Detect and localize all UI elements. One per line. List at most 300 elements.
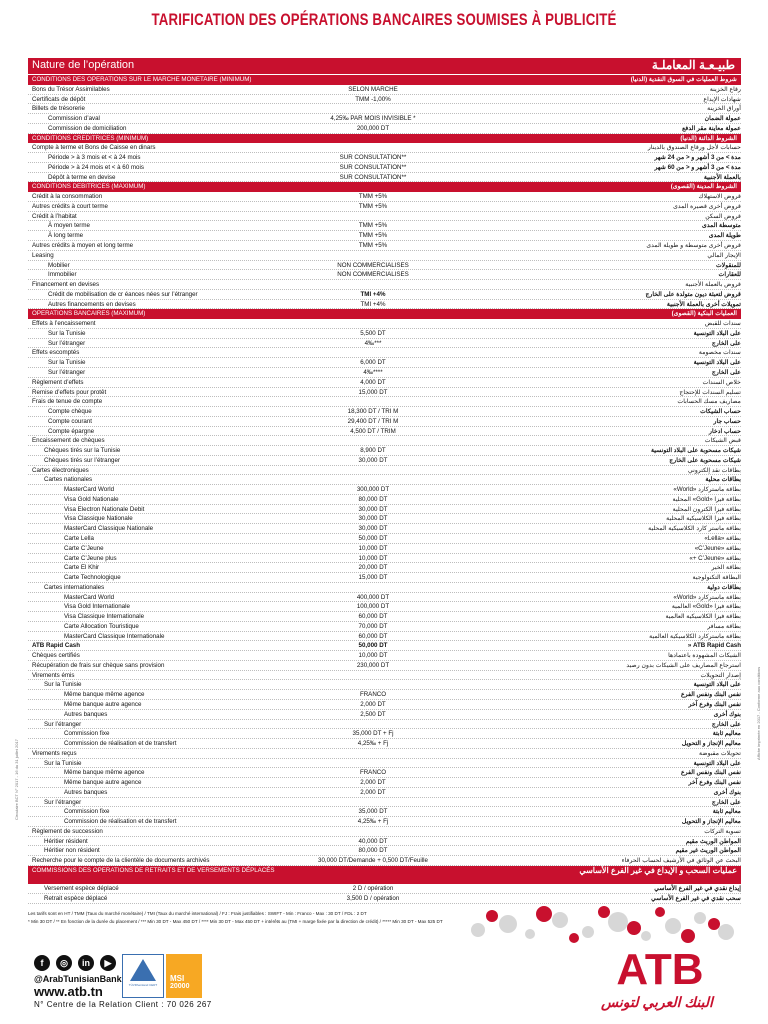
row-label-fr: Certificats de dépôt [32,95,86,103]
table-row [28,495,741,505]
row-label-fr: Cartes internationales [44,583,105,591]
row-label-fr: Même banque même agence [64,691,145,699]
row-label-ar: معاليم الإنجاز و التحويل [681,740,741,748]
row-value: 40,000 DT [358,837,388,845]
row-label-ar: سحب نقدي في غير الفرع الأساسي [651,895,741,903]
row-label-fr: Compte chèque [48,408,92,416]
row-label-ar: إيداع نقدي في غير الفرع الأساسي [654,885,741,893]
table-row [28,212,741,222]
row-label-ar: بطاقة الخير [711,564,741,572]
instagram-icon[interactable]: ◎ [56,955,72,971]
row-label-ar: حساب ادخار [709,427,741,435]
row-label-ar: الشروط المدينة (القصوى) [670,183,737,191]
row-label-ar: تسوية التركات [704,827,741,835]
table-row [28,358,741,368]
table-row [28,427,741,437]
row-label-ar: سندات مخصومة [698,349,741,357]
row-label-ar: تحويلات مقبوضة [699,749,741,757]
row-value: 15,000 DT [358,574,388,582]
row-value: 4,500 DT / TRIM [350,427,396,435]
row-value: 4,000 DT [360,378,386,386]
msi-label: MSI [170,974,185,983]
row-value: 29,400 DT / TRI M [347,417,399,425]
row-label-fr: Visa Classique Internationale [64,613,145,621]
row-value: 200,000 DT [356,124,390,132]
row-label-fr: Sur l’étranger [48,368,86,376]
row-label-ar: بنوك أخرى [713,710,741,718]
row-label-ar: إصدار التحويلات [700,671,741,679]
row-value: 10,000 DT [358,544,388,552]
row-label-fr: CONDITIONS DES OPERATIONS SUR LE MARCHE MONETAIRE (MINIMUM) [32,76,252,83]
row-label-fr: Commission de réalisation et de transfert [64,818,177,826]
table-row [28,700,741,710]
row-label-fr: Virements émis [32,671,75,679]
row-label-fr: Immobilier [48,271,77,279]
row-label-fr: Règlement de succession [32,827,103,835]
table-row [28,856,741,866]
table-row [28,192,741,202]
table-row [28,85,741,95]
row-label-ar: للمنقولات [715,261,741,269]
row-label-fr: Sur la Tunisie [44,759,82,767]
table-row [28,300,741,310]
footnote-line-2: * Min 30 DT / ** En fonction de la durée du placement / *** Min 30 DT - Max 450 DT / **** Min 30 DT - Max 450 DT + intérêts au (TMI + marge fixée par la direction de crédit) / ***** Min 30 DT - Max 525 DT [28,919,443,924]
section-header [28,309,741,319]
row-label-fr: Encaissement de chèques [32,437,105,445]
row-label-ar: أوراق الخزينة [707,105,741,113]
row-label-fr: Carte C’Jeune plus [64,554,117,562]
row-label-ar: حسابات لأجل ورقاع الصندوق بالدينار [647,144,741,152]
table-row [28,378,741,388]
row-label-fr: Autres banques [64,788,108,796]
row-label-fr: Effets à l’encaissement [32,320,96,328]
row-label-fr: Dépôt à terme en devise [48,173,116,181]
row-value: FRANCO [359,769,387,777]
row-value: 30,000 DT [358,515,388,523]
table-row [28,231,741,241]
row-label-fr: Crédit à la consommation [32,193,103,201]
row-value: 6,000 DT [360,359,386,367]
row-label-fr: Héritier résident [44,837,88,845]
table-row [28,749,741,759]
section-header [28,866,741,884]
row-label-ar: سندات للقبض [704,320,741,328]
row-label-fr: Mobilier [48,261,70,269]
website-link[interactable]: www.atb.tn [34,984,103,999]
atb-logo [590,948,730,988]
row-value: SUR CONSULTATION** [339,154,407,162]
row-label-fr: Même banque même agence [64,769,145,777]
row-label-fr: À long terme [48,232,84,240]
table-row [28,788,741,798]
table-row [28,884,741,894]
row-value: 15,000 DT [358,388,388,396]
table-row [28,270,741,280]
msi-logo [166,954,202,998]
row-label-fr: Autres crédits à court terme [32,202,108,210]
row-label-ar: بطاقة فيزا الكلاسيكية العالمية [665,613,741,621]
row-value: 70,000 DT [358,622,388,630]
row-label-ar: تمويلات أخرى بالعملة الأجنبية [666,300,741,308]
row-value: 5,500 DT [360,329,386,337]
header-fr: Nature de l’opération [32,59,135,71]
row-label-ar: نفس البنك وفرع آخر [688,701,741,708]
table-row [28,729,741,739]
row-label-fr: Sur la Tunisie [48,359,86,367]
customer-center-number: N° Centre de la Relation Client : 70 026 267 [34,1000,212,1009]
row-label-ar: عمليات السحب و الإيداع في غير الفرع الأساسي [579,866,737,876]
row-label-fr: Cartes électroniques [32,466,89,474]
row-value: 60,000 DT [358,613,388,621]
table-header [28,58,741,74]
table-row [28,524,741,534]
row-value: TMI +4% [360,300,386,308]
row-label-fr: Chèques tirés sur l’étranger [44,456,121,464]
row-value: 80,000 DT [358,847,388,855]
footnote-line-1: Les tarifs sont en HT / TMM (Taux du marché monétaire) / TMI (Taux du marché international) / FJ : Frais justifiables : SWIFT - Min : Franco - Max : 30 DT / FDL : 2 DT [28,911,367,916]
row-label-ar: نفس البنك وفرع آخر [688,779,741,787]
row-value: TMM +5% [358,242,388,250]
table-row [28,221,741,231]
row-label-ar: عمولة الضمان [704,115,741,123]
row-label-fr: Crédit à l’habitat [32,212,77,220]
row-label-fr: Règlement d’effets [32,378,84,386]
table-row [28,114,741,124]
table-row [28,661,741,671]
table-row [28,163,741,173]
row-label-ar: بالعملة الأجنبية [703,173,741,181]
row-label-ar: للعقارات [718,271,741,279]
table-row [28,241,741,251]
table-row [28,622,741,632]
row-label-fr: Autres financements en devises [48,300,136,308]
table-row [28,124,741,134]
row-label-ar: مصاريف مسك الحسابات [677,398,741,406]
row-label-ar: الإيجار المالي [707,251,741,259]
row-label-fr: Chèques certifiés [32,652,80,660]
row-value: SUR CONSULTATION** [339,163,407,171]
row-label-ar: حساب الشيكات [700,408,741,416]
table-row [28,485,741,495]
row-value: 230,000 DT [356,661,390,669]
row-value: SUR CONSULTATION** [339,173,407,181]
table-row [28,280,741,290]
row-value: 4,25‰ PAR MOIS INVISIBLE * [330,115,416,123]
row-label-fr: Carte Lella [64,534,94,542]
header-ar: طبيـعـة المعاملـة [651,58,735,72]
table-row [28,612,741,622]
row-label-fr: Carte Allocation Touristique [64,622,139,630]
row-value: 3,500 D / opération [346,895,400,903]
row-value: 30,000 DT/Demande + 0,500 DT/Feuille [318,857,428,865]
row-label-fr: Chèques tirés sur la Tunisie [44,447,121,455]
row-label-fr: MasterCard World [64,486,115,494]
row-label-fr: MasterCard Classique Internationale [64,632,165,640]
row-value: 4,25‰ + Fj [357,818,389,826]
row-value: SELON MARCHE [348,85,398,93]
row-label-ar: بطاقات محلية [705,476,741,484]
table-row [28,837,741,847]
row-label-fr: Compte courant [48,417,93,425]
row-label-fr: Sur la Tunisie [44,681,82,689]
table-row [28,817,741,827]
table-row [28,798,741,808]
row-value: 30,000 DT [358,525,388,533]
row-label-ar: بطاقة فيزا الكترون المحلية [672,505,741,513]
row-value: 20,000 DT [358,564,388,572]
row-label-ar: على البلاد التونسية [693,759,741,767]
table-row [28,339,741,349]
row-label-ar: بنوك أخرى [713,788,741,796]
row-value: 4‰**** [363,368,383,376]
row-label-fr: COMMISSIONS DES OPERATIONS DE RETRAITS ET DE VERSEMENTS DÉPLACÉS [32,867,275,875]
row-label-fr: CONDITIONS DEBITRICES (MAXIMUM) [32,183,146,191]
row-label-fr: Commission d’aval [48,115,100,123]
table-row [28,407,741,417]
row-label-ar: مدة > من 3 أشهر و < من 24 شهر [654,154,741,162]
row-label-fr: Autres crédits à moyen et long terme [32,242,134,250]
social-handle[interactable]: @ArabTunisianBank [34,974,122,984]
linkedin-icon[interactable]: in [78,955,94,971]
row-label-fr: Billets de trésorerie [32,105,85,113]
row-label-fr: Crédit de mobilisation de cr éances nées sur l’étranger [48,290,198,298]
table-row [28,446,741,456]
row-label-fr: À moyen terme [48,222,90,230]
table-row [28,720,741,730]
row-label-ar: على الخارج [711,339,741,347]
table-row [28,680,741,690]
row-value: TMM +5% [358,222,388,230]
table-row [28,554,741,564]
row-label-fr: CONDITIONS CREDITRICES (MINIMUM) [32,134,149,142]
row-value: 8,900 DT [360,447,386,455]
row-label-ar: بطاقة «C’Jeune» [694,544,741,552]
row-label-ar: قروض لتعبئة ديون متولدة على الخارج [645,290,741,298]
row-label-ar: بطاقة فيزا «Gold» العالمية [671,603,741,611]
row-label-fr: Période > à 3 mois et < à 24 mois [48,154,141,162]
row-label-ar: ATB Rapid Cash « [687,642,741,650]
row-label-fr: Bons du Trésor Assimilables [32,85,110,93]
row-label-ar: بطاقات دولية [707,583,741,591]
table-row [28,348,741,358]
row-label-fr: Frais de tenue de compte [32,398,103,406]
row-label-fr: Sur l’étranger [44,798,82,806]
table-row [28,846,741,856]
table-row [28,95,741,105]
row-label-ar: نفس البنك ونفس الفرع [680,691,741,699]
row-value: 50,000 DT [358,642,388,650]
row-label-fr: Virements reçus [32,749,77,757]
row-label-ar: بطاقة ماستر كارد الكلاسيكية المحلية [648,525,741,533]
row-label-ar: الشروط الدائنة (الدنيا) [680,134,737,142]
row-label-ar: قروض بالعملة الأجنبية [685,281,741,289]
row-label-fr: Remise d’effets pour protêt [32,388,107,396]
table-row [28,202,741,212]
row-label-ar: على الخارج [711,720,741,728]
row-value: 30,000 DT [358,456,388,464]
row-label-fr: Commission fixe [64,730,110,738]
side-note-right: Affiche imprimée en 2017 - Conforme aux conditions [756,666,761,760]
row-label-ar: تسليم السندات للإحتجاج [679,388,741,396]
facebook-icon[interactable]: f [34,955,50,971]
table-row [28,632,741,642]
table-row [28,583,741,593]
table-row [28,778,741,788]
row-label-ar: البحث عن الوثائق في الأرشيف لحساب الحرفاء [621,857,741,865]
row-label-ar: قبض الشيكات [704,437,741,445]
row-label-fr: Récupération de frais sur chèque sans provision [32,661,165,669]
row-label-ar: قروض الاستهلاك [698,193,741,201]
table-row [28,251,741,261]
youtube-icon[interactable]: ▶ [100,955,116,971]
row-label-ar: شهادات الإيداع [703,95,741,103]
table-row [28,456,741,466]
row-label-ar: بطاقات نقد إلكتروني [687,466,741,474]
table-row [28,173,741,183]
row-label-fr: Effets escomptés [32,349,80,357]
table-row [28,739,741,749]
row-value: 400,000 DT [356,593,390,601]
row-label-fr: MasterCard World [64,593,115,601]
table-row [28,544,741,554]
row-label-ar: حساب جار [713,417,741,425]
row-value: 2,500 DT [360,710,386,718]
row-value: 10,000 DT [358,554,388,562]
row-value: 18,300 DT / TRI M [347,408,399,416]
row-label-fr: Commission fixe [64,808,110,816]
row-label-fr: Visa Gold Nationale [64,495,119,503]
table-row [28,397,741,407]
row-label-ar: معاليم ثابتة [712,730,741,738]
row-label-fr: Versement espèce déplacé [44,885,119,893]
row-label-fr: Même banque autre agence [64,701,142,708]
row-label-ar: بطاقة «C’Jeune +» [689,554,741,562]
section-header [28,182,741,192]
row-label-ar: على البلاد التونسية [693,329,741,337]
row-value: TMI +4% [360,290,386,298]
row-label-ar: على الخارج [711,368,741,376]
row-label-ar: طويلة المدى [708,232,741,240]
table-row [28,505,741,515]
table-row [28,436,741,446]
row-label-ar: خلاص السندات [702,378,741,386]
table-row [28,514,741,524]
row-label-ar: بطاقة ماستركارد «World» [673,593,741,601]
row-label-ar: متوسطة المدى [702,222,741,230]
row-label-ar: مدة > من 3 أشهر و < من 60 شهر [654,163,741,171]
row-value: 300,000 DT [356,486,390,494]
row-value: 35,000 DT [358,808,388,816]
social-icons [34,955,116,971]
row-label-ar: شيكات مسحوبة على الخارج [669,456,741,464]
table-row [28,768,741,778]
row-value: NON COMMERCIALISES [337,271,409,279]
row-label-ar: بطاقة فيزا «Gold» المحلية [672,495,741,503]
row-label-ar: معاليم ثابتة [712,808,741,816]
row-value: 2,000 DT [360,788,386,796]
row-label-fr: Carte El Khir [64,564,100,572]
table-row [28,641,741,651]
row-label-ar: بطاقة ماستركارد «World» [673,486,741,494]
row-label-ar: رقاع الخزينة [709,85,741,93]
table-row [28,593,741,603]
row-label-fr: OPERATIONS BANCAIRES (MAXIMUM) [32,310,146,318]
table-row [28,563,741,573]
row-label-ar: شروط العمليات في السوق النقدية (الدنيا) [630,76,737,83]
row-label-fr: Visa Electron Nationale Debit [64,505,145,513]
row-value: 2,000 DT [360,701,386,708]
row-label-fr: Sur l’étranger [44,720,82,728]
row-label-fr: Compte épargne [48,427,95,435]
row-value: 80,000 DT [358,495,388,503]
tariff-table [28,75,741,904]
table-row [28,466,741,476]
row-value: 10,000 DT [358,652,388,660]
table-row [28,329,741,339]
table-row [28,475,741,485]
row-label-fr: Commission de domiciliation [48,124,127,132]
row-label-fr: Période > à 24 mois et < à 60 mois [48,163,144,171]
table-row [28,104,741,114]
row-value: 4,25‰ + Fj [357,740,389,748]
row-value: 60,000 DT [358,632,388,640]
row-label-fr: Autres banques [64,710,108,718]
row-label-fr: Financement en devises [32,281,100,289]
row-label-ar: المواطن الوريث مقيم [685,837,741,845]
row-label-ar: بطاقة «Lella» [704,534,741,542]
table-row [28,671,741,681]
row-value: 35,000 DT + Fj [352,730,394,738]
row-value: FRANCO [359,691,387,699]
row-label-fr: Commission de réalisation et de transfert [64,740,177,748]
table-row [28,690,741,700]
row-label-ar: شيكات مسحوبة على البلاد التونسية [650,447,741,455]
row-label-ar: الشيكات المشهودة باعتمادها [668,652,741,660]
row-label-ar: بطاقة مسافر [707,622,741,630]
table-row [28,710,741,720]
table-row [28,417,741,427]
section-header [28,75,741,85]
row-label-ar: قروض أخرى متوسطة و طويلة المدى [646,242,741,250]
msi-number: 20000 [170,983,190,990]
row-label-fr: Visa Classique Nationale [64,515,133,523]
row-label-fr: Visa Gold Internationale [64,603,130,611]
table-row [28,319,741,329]
row-label-fr: Sur la Tunisie [48,329,86,337]
table-row [28,143,741,153]
table-row [28,759,741,769]
row-label-ar: بطاقة فيزا الكلاسيكية المحلية [666,515,741,523]
table-row [28,534,741,544]
atb-arabic-name: البنك العربي لتونس [601,994,713,1010]
table-row [28,573,741,583]
row-label-ar: قروض أخرى قصيرة المدى [673,202,741,210]
row-label-ar: نفس البنك ونفس الفرع [680,769,741,777]
table-row [28,388,741,398]
row-value: TMM +5% [358,202,388,210]
table-row [28,807,741,817]
row-label-ar: على البلاد التونسية [693,359,741,367]
table-row [28,290,741,300]
row-label-ar: العمليات البنكية (القصوى) [671,310,737,318]
row-label-ar: معاليم الإنجاز و التحويل [681,818,741,826]
tuv-triangle-icon [130,959,156,981]
table-row [28,368,741,378]
row-label-fr: ATB Rapid Cash [32,642,81,650]
row-label-ar: قروض السكن [705,212,741,220]
row-value: 50,000 DT [358,534,388,542]
row-label-fr: Carte C’Jeune [64,544,104,552]
